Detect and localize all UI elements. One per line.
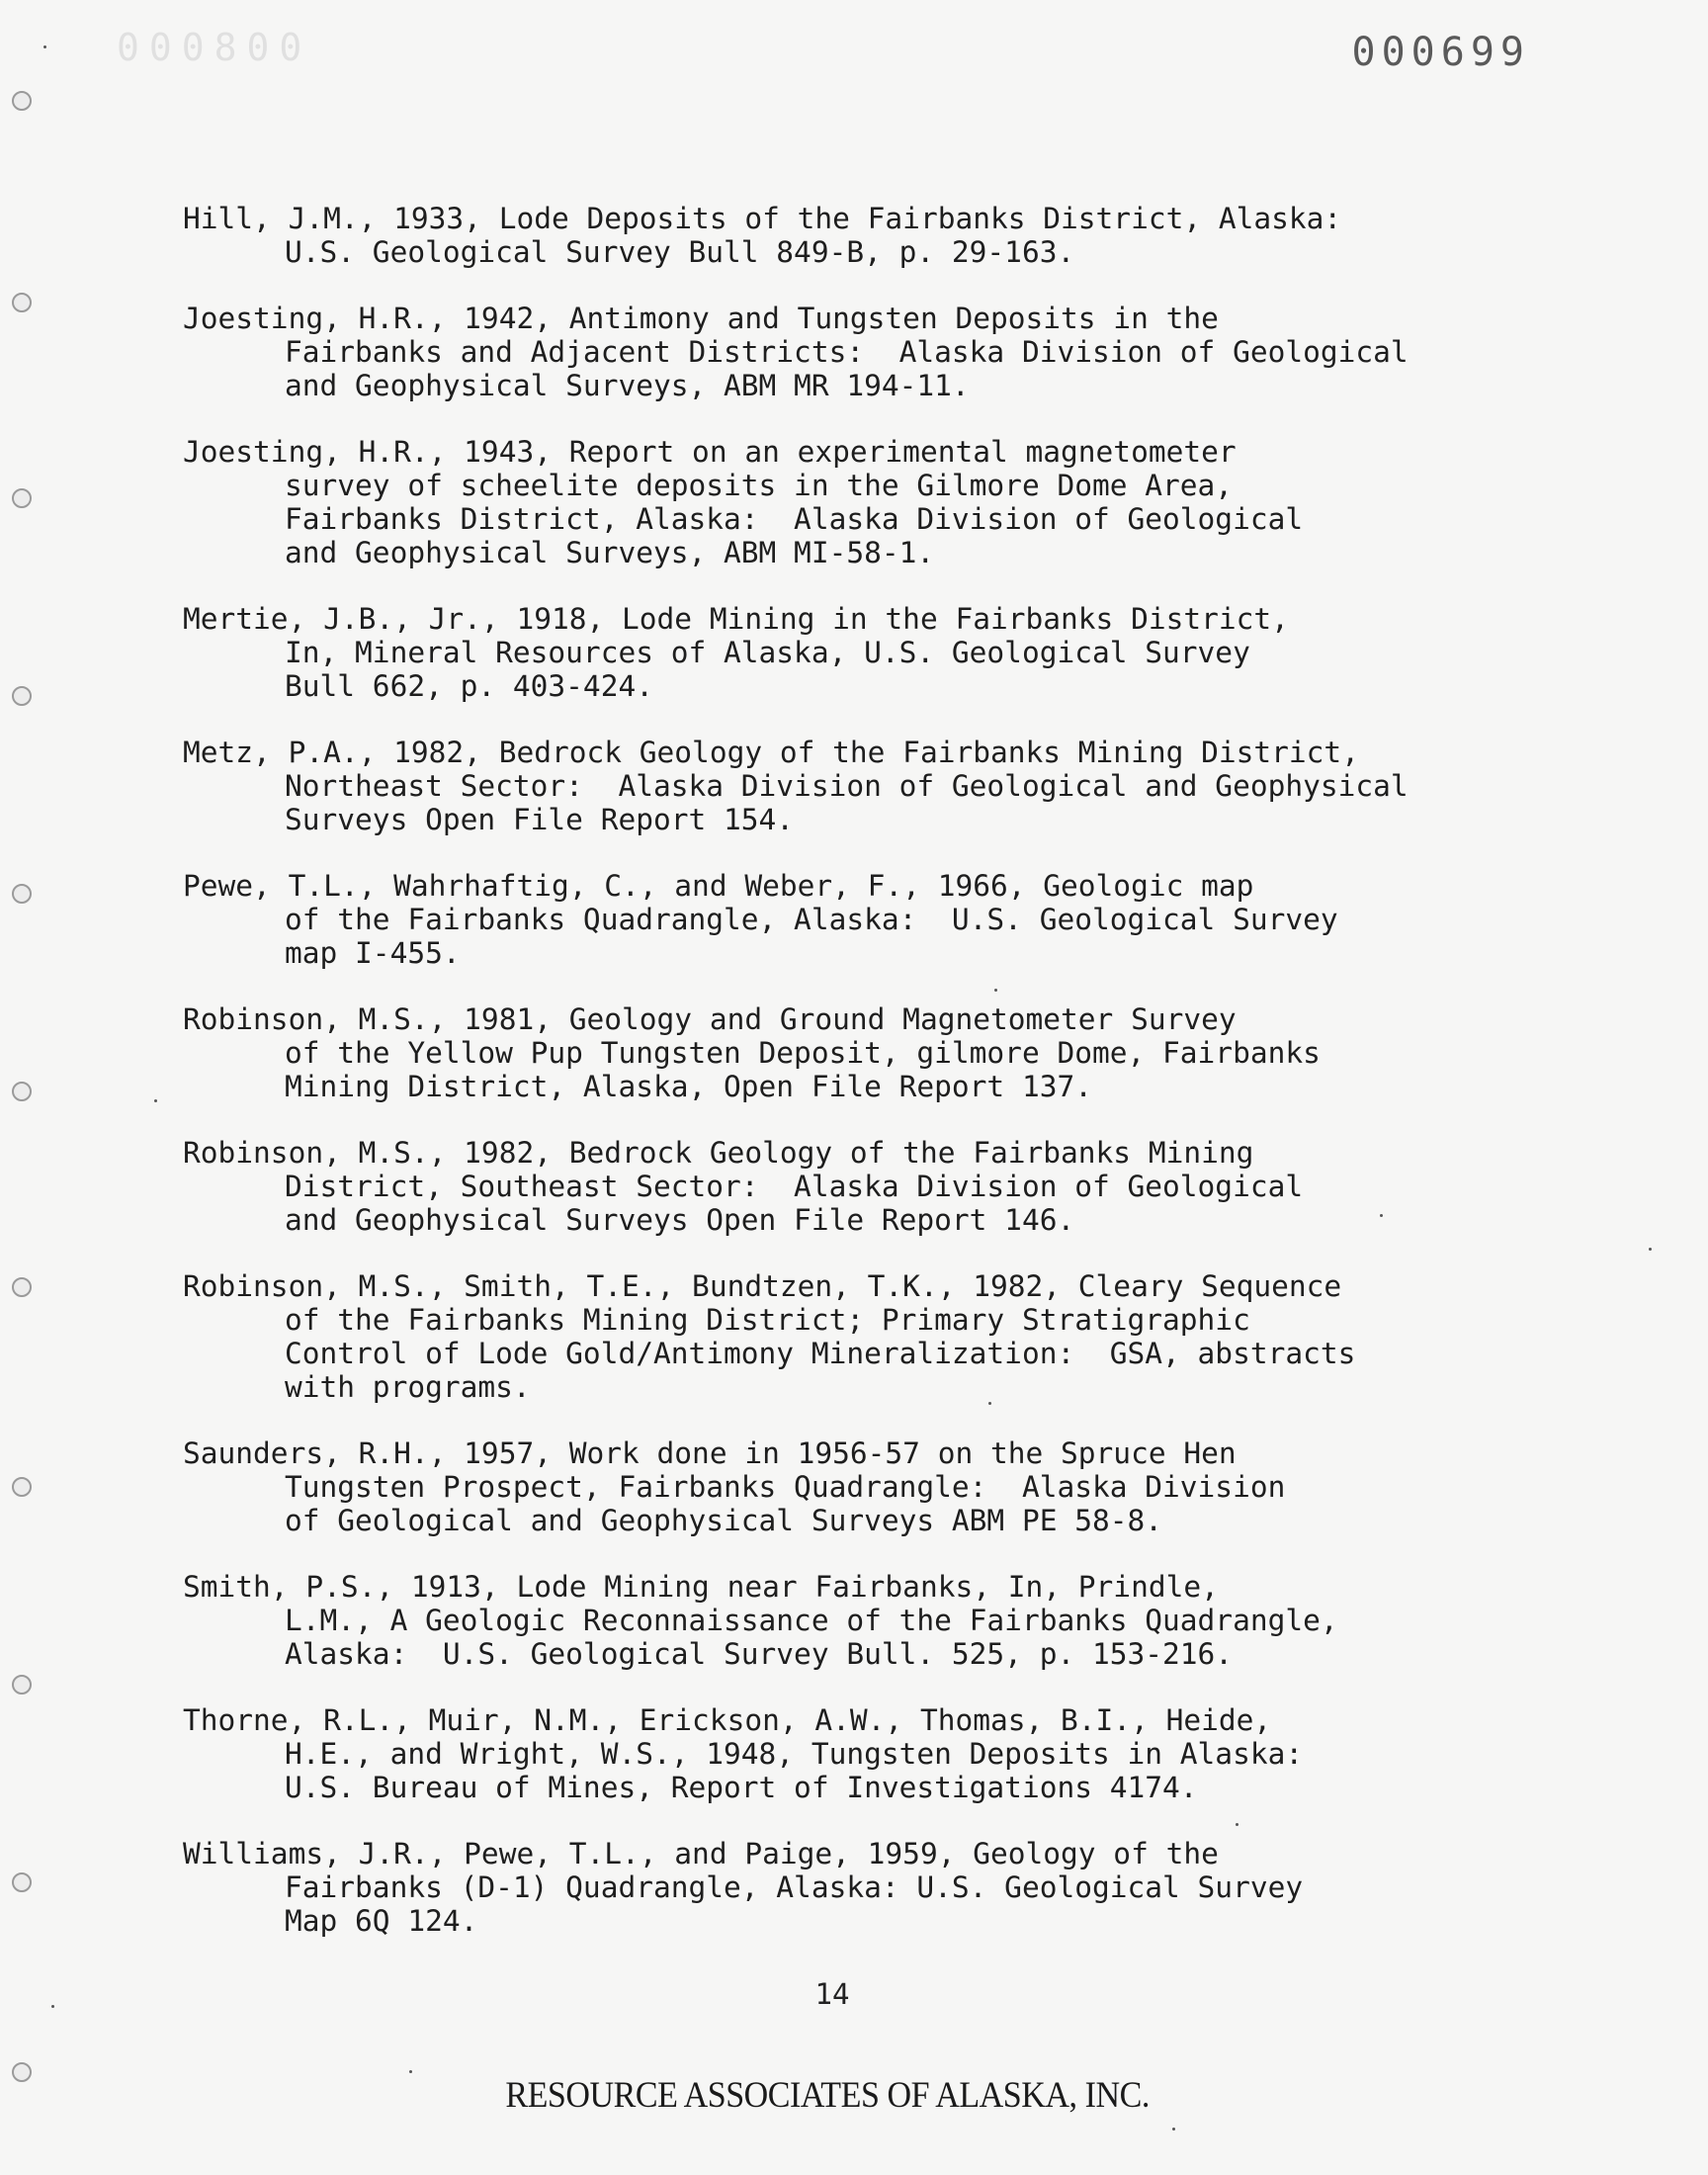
reference-continuation-line: and Geophysical Surveys, ABM MI-58-1. [285,536,935,569]
punch-hole [12,1082,32,1101]
scan-speck [1172,2128,1175,2131]
reference-continuation-line: Surveys Open File Report 154. [285,803,795,836]
punch-hole [12,686,32,706]
scan-speck [1236,1823,1238,1826]
punch-hole [12,884,32,904]
reference-first-line: Thorne, R.L., Muir, N.M., Erickson, A.W., Thomas, B.I., Heide, [183,1703,1272,1737]
page-number [0,1977,1708,2011]
reference-continuation-line: of Geological and Geophysical Surveys ABM PE 58-8. [285,1504,1163,1537]
reference-continuation-line: of the Fairbanks Mining District; Primary Stratigraphic [285,1303,1250,1337]
reference-first-line: Smith, P.S., 1913, Lode Mining near Fairbanks, In, Prindle, [183,1570,1219,1604]
reference-continuation-line: District, Southeast Sector: Alaska Division of Geological [285,1170,1304,1203]
bates-number: 000699 [1351,30,1530,75]
reference-continuation-line: with programs. [285,1370,531,1404]
scan-speck [988,1402,991,1405]
reference-first-line: Joesting, H.R., 1942, Antimony and Tungsten Deposits in the [183,302,1219,335]
scan-speck [994,989,997,992]
reference-continuation-line: Fairbanks and Adjacent Districts: Alaska Division of Geological [285,335,1409,369]
reference-entry [183,1570,1497,1671]
reference-first-line: Mertie, J.B., Jr., 1918, Lode Mining in the Fairbanks District, [183,602,1289,636]
punch-hole [12,91,32,111]
reference-first-line: Robinson, M.S., 1982, Bedrock Geology of the Fairbanks Mining [183,1136,1254,1170]
reference-continuation-line: Map 6Q 124. [285,1904,478,1938]
reference-first-line: Metz, P.A., 1982, Bedrock Geology of the Fairbanks Mining District, [183,736,1359,769]
reference-continuation-line: Fairbanks District, Alaska: Alaska Division of Geological [285,502,1304,536]
reference-continuation-line: and Geophysical Surveys Open File Report 146. [285,1203,1075,1237]
reference-continuation-line: Tungsten Prospect, Fairbanks Quadrangle: Alaska Division [285,1470,1286,1504]
scan-speck [409,2070,412,2073]
reference-entry [183,435,1497,569]
reference-first-line: Robinson, M.S., Smith, T.E., Bundtzen, T.K., 1982, Cleary Sequence [183,1269,1342,1303]
reference-entry [183,202,1497,269]
reference-continuation-line: map I-455. [285,936,461,970]
punch-hole [12,293,32,312]
bleed-through-number: 000800 [117,26,312,69]
reference-entry [183,869,1497,970]
scan-speck [51,2005,54,2008]
reference-entry [183,736,1497,836]
reference-continuation-line: U.S. Geological Survey Bull 849-B, p. 29-163. [285,235,1075,269]
reference-entry [183,602,1497,703]
reference-continuation-line: Control of Lode Gold/Antimony Mineralization: GSA, abstracts [285,1337,1356,1370]
punch-hole [12,1675,32,1695]
reference-continuation-line: Bull 662, p. 403-424. [285,669,653,703]
scan-speck [43,45,46,48]
page-number-text: 14 [814,1977,850,2011]
reference-entry [183,1002,1497,1103]
reference-continuation-line: U.S. Bureau of Mines, Report of Investigations 4174. [285,1771,1198,1804]
reference-first-line: Robinson, M.S., 1981, Geology and Ground Magnetometer Survey [183,1002,1237,1036]
reference-list [183,202,1497,1970]
punch-hole [12,488,32,508]
reference-continuation-line: survey of scheelite deposits in the Gilmore Dome Area, [285,469,1234,502]
scan-speck [154,1099,157,1102]
company-footer-text: RESOURCE ASSOCIATES OF ALASKA, INC. [505,2075,1150,2116]
punch-hole [12,1277,32,1297]
reference-continuation-line: Alaska: U.S. Geological Survey Bull. 525, p. 153-216. [285,1637,1234,1671]
reference-first-line: Saunders, R.H., 1957, Work done in 1956-57 on the Spruce Hen [183,1436,1237,1470]
scan-speck [1649,1248,1652,1251]
reference-continuation-line: L.M., A Geologic Reconnaissance of the Fairbanks Quadrangle, [285,1604,1338,1637]
reference-entry [183,1703,1497,1804]
reference-continuation-line: and Geophysical Surveys, ABM MR 194-11. [285,369,970,402]
reference-continuation-line: of the Yellow Pup Tungsten Deposit, gilmore Dome, Fairbanks [285,1036,1321,1070]
reference-continuation-line: Fairbanks (D-1) Quadrangle, Alaska: U.S. Geological Survey [285,1870,1304,1904]
reference-continuation-line: Northeast Sector: Alaska Division of Geological and Geophysical [285,769,1409,803]
reference-continuation-line: Mining District, Alaska, Open File Report 137. [285,1070,1092,1103]
reference-first-line: Joesting, H.R., 1943, Report on an experimental magnetometer [183,435,1237,469]
reference-first-line: Williams, J.R., Pewe, T.L., and Paige, 1959, Geology of the [183,1837,1219,1870]
reference-continuation-line: of the Fairbanks Quadrangle, Alaska: U.S. Geological Survey [285,903,1338,936]
reference-continuation-line: H.E., and Wright, W.S., 1948, Tungsten Deposits in Alaska: [285,1737,1304,1771]
reference-continuation-line: In, Mineral Resources of Alaska, U.S. Geological Survey [285,636,1250,669]
reference-entry [183,302,1497,402]
punch-hole [12,1872,32,1892]
reference-entry [183,1436,1497,1537]
company-footer [0,2074,1708,2117]
reference-first-line: Hill, J.M., 1933, Lode Deposits of the Fairbanks District, Alaska: [183,202,1342,235]
reference-first-line: Pewe, T.L., Wahrhaftig, C., and Weber, F., 1966, Geologic map [183,869,1254,903]
reference-entry [183,1136,1497,1237]
scan-speck [1380,1214,1383,1217]
punch-hole [12,1477,32,1497]
reference-entry [183,1837,1497,1938]
reference-entry [183,1269,1497,1404]
